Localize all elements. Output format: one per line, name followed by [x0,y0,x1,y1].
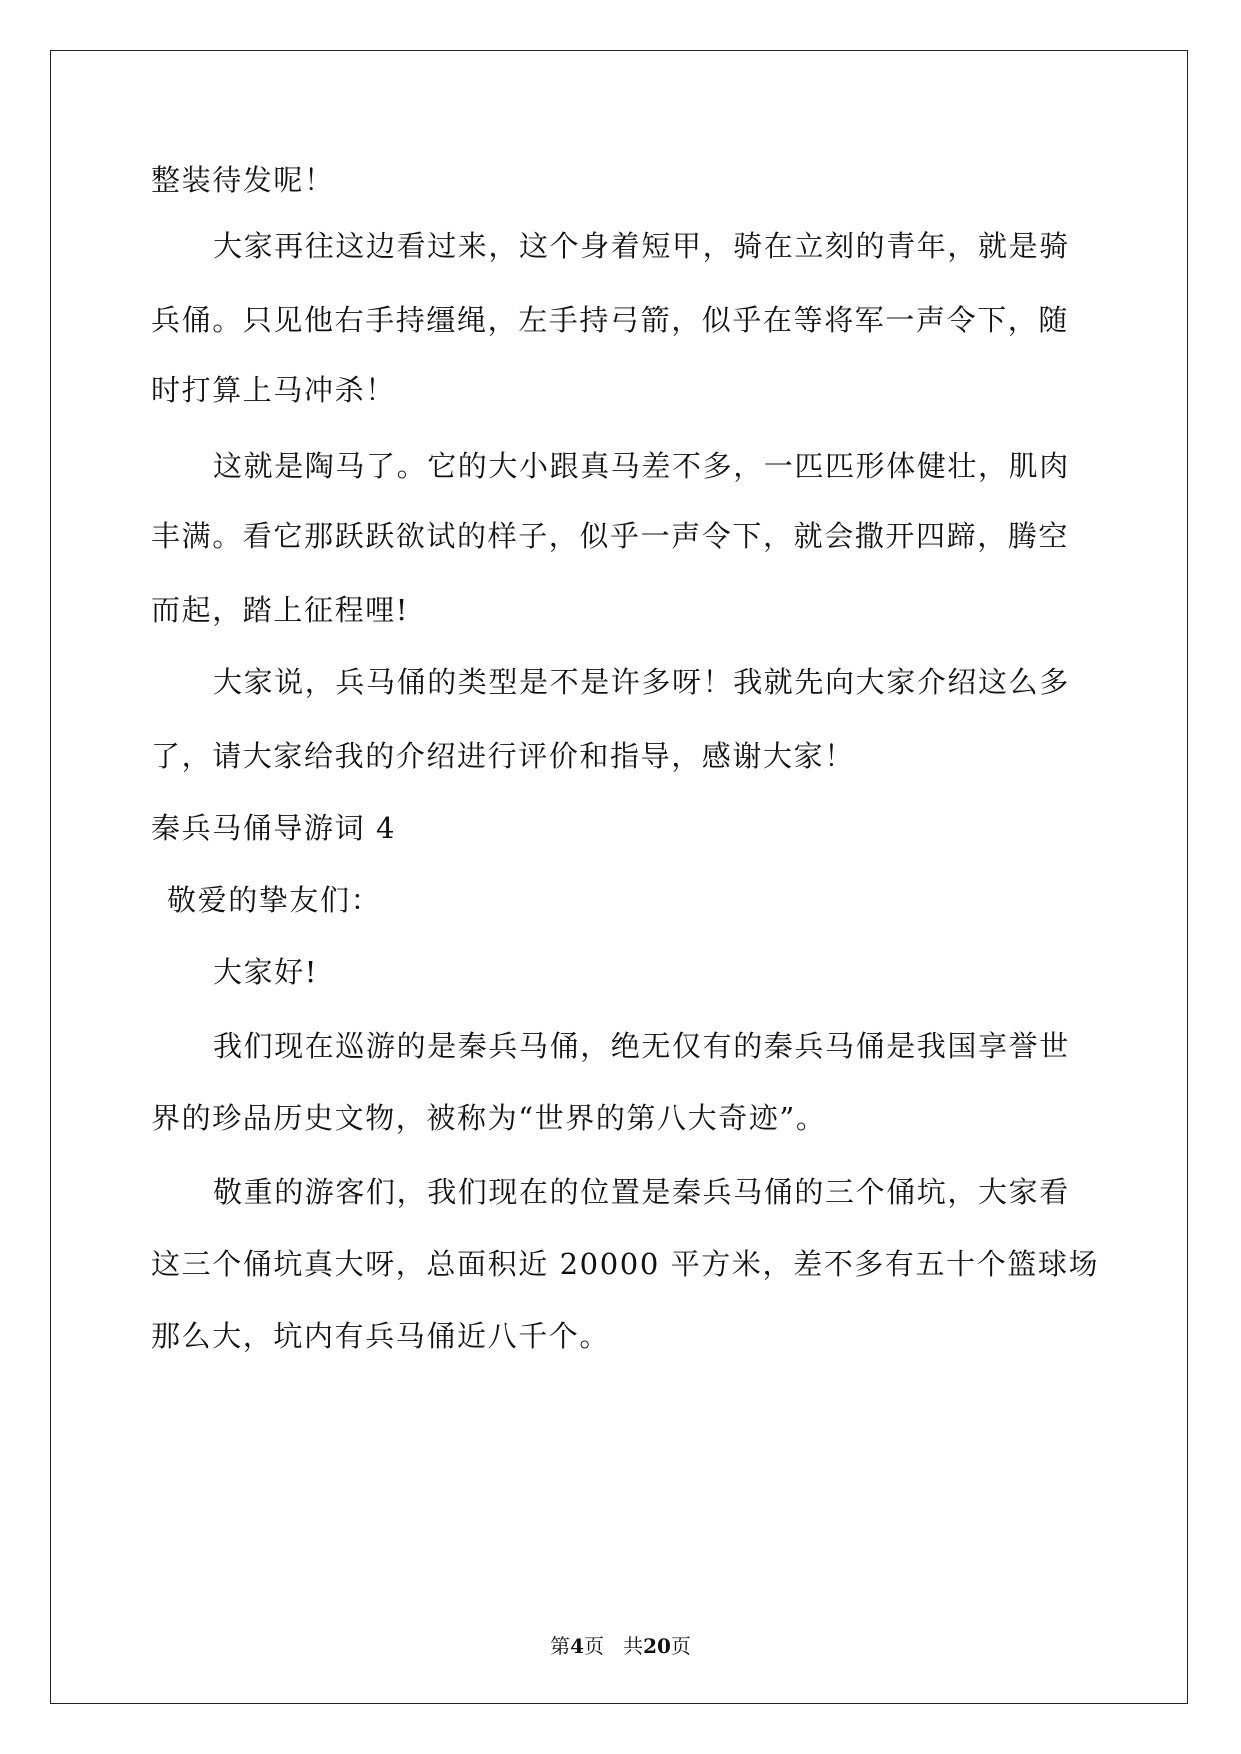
text-line-9: 了，请大家给我的介绍进行评价和指导，感谢大家！ [151,739,855,773]
text-line-6: 丰满。看它那跃跃欲试的样子，似乎一声令下，就会撒开四蹄，腾空 [151,519,1070,553]
text-line-16: 这三个俑坑真大呀，总面积近 20000 平方米，差不多有五十个篮球场 [151,1247,1100,1281]
text-line-11: 敬爱的挚友们： [167,883,382,917]
text-line-2: 大家再往这边看过来，这个身着短甲，骑在立刻的青年，就是骑 [213,229,1070,263]
footer-total-pages: 20 [643,1634,671,1658]
text-line-1: 整装待发呢！ [151,163,335,197]
text-line-12: 大家好! [213,955,319,989]
footer-prefix: 第 [550,1634,571,1658]
page-border [50,50,1188,1704]
page-footer [0,1630,1241,1659]
text-line-7: 而起，踏上征程哩! [151,593,410,627]
text-line-4: 时打算上马冲杀！ [151,373,396,407]
text-line-17: 那么大，坑内有兵马俑近八千个。 [151,1319,611,1353]
text-line-14: 界的珍品历史文物，被称为“世界的第八大奇迹”。 [151,1101,827,1135]
footer-total-suffix: 页 [670,1634,691,1658]
section-heading: 秦兵马俑导游词 4 [151,811,397,845]
text-line-15: 敬重的游客们，我们现在的位置是秦兵马俑的三个俑坑，大家看 [213,1175,1070,1209]
text-line-5: 这就是陶马了。它的大小跟真马差不多，一匹匹形体健壮，肌肉 [213,449,1070,483]
footer-total-prefix: 共 [623,1634,644,1658]
text-line-3: 兵俑。只见他右手持缰绳，左手持弓箭，似乎在等将军一声令下，随 [151,303,1070,337]
footer-page-number: 4 [570,1634,584,1658]
text-line-8: 大家说，兵马俑的类型是不是许多呀！我就先向大家介绍这么多 [213,665,1070,699]
footer-page-suffix: 页 [584,1634,604,1658]
text-line-13: 我们现在巡游的是秦兵马俑，绝无仅有的秦兵马俑是我国享誉世 [213,1029,1070,1063]
